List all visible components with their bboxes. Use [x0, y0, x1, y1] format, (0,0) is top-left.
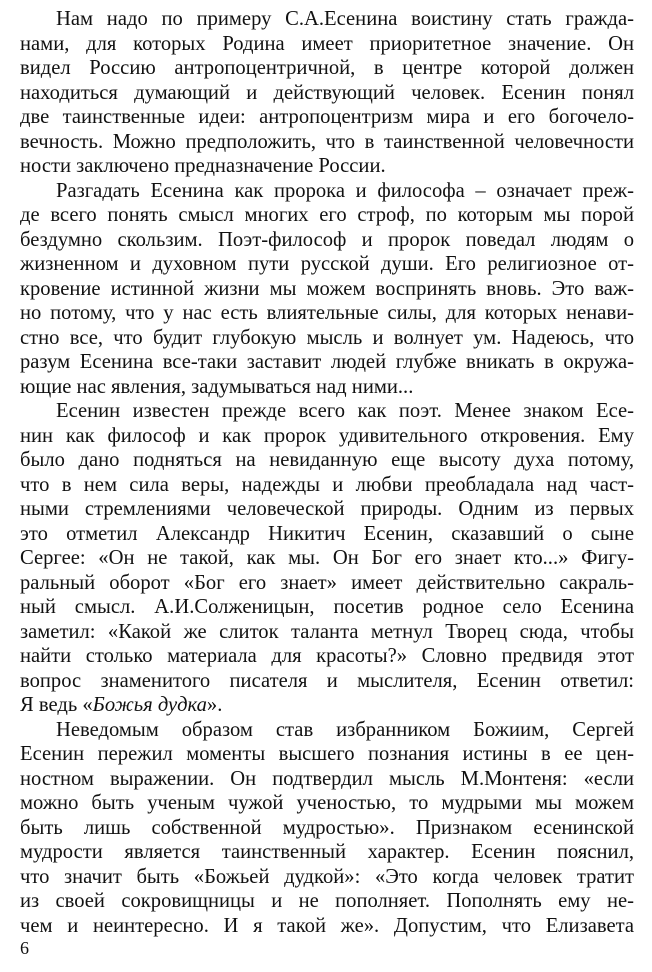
- text-line: ными стремлениями человеческой природы. Одним из первых: [20, 498, 634, 520]
- text-line: [20, 693, 634, 718]
- text-line: но потому, что у нас есть влиятельные силы, для которых ненави-: [20, 302, 634, 324]
- text-line: вечность. Можно предположить, что в таинственной человечности: [20, 130, 634, 153]
- text-line: мудрости является таинственный характер. Есенин пояснил,: [20, 841, 634, 863]
- page-number: 6: [20, 938, 29, 958]
- italic-quote: Божья дудка: [92, 694, 207, 716]
- text-line: ностном выражении. Он подтвердил мысль М.Монтеня: «если: [20, 767, 634, 790]
- text-line: две таинственные идеи: антропоцентризм мира и его богочело-: [20, 106, 634, 128]
- text-line: вопрос знаменитого писателя и мыслителя, Есенин ответил:: [20, 669, 634, 692]
- text-fragment: ».: [206, 694, 223, 716]
- text-line: заметил: «Какой же слиток таланта метнул Творец сюда, чтобы: [20, 620, 634, 643]
- text-line: это отметил Александр Никитич Есенин, сказавший о сыне: [20, 522, 634, 545]
- text-line: Есенин пережил моменты высшего познания истины в ее цен-: [20, 743, 634, 765]
- text-line: ральный оборот «Бог его знает» имеет действительно сакраль-: [20, 571, 634, 594]
- text-line: чем и неинтересно. И я такой же». Допустим, что Елизавета: [20, 914, 634, 937]
- text-line: Есенин известен прежде всего как поэт. Менее знаком Есе-: [56, 400, 634, 422]
- paragraph-4: [20, 718, 634, 939]
- paragraph-2: [20, 179, 634, 400]
- text-line: кровение истинной жизни мы можем воспринять вновь. Это важ-: [20, 277, 634, 300]
- text-line: нин как философ и как пророк удивительного откровения. Ему: [20, 424, 634, 447]
- text-line: жизненном и духовном пути русской души. Его религиозное от-: [20, 253, 634, 275]
- text-line: быть лишь собственной мудростью». Признаком есенинской: [20, 816, 634, 839]
- text-line: видел Россию антропоцентричной, в центре которой должен: [20, 57, 634, 79]
- text-line: Нам надо по примеру С.А.Есенина воистину стать гражда-: [56, 8, 634, 30]
- text-line: из своей сокровищницы и не пополняет. Пополнять ему не-: [20, 890, 634, 912]
- text-line: бездумно скользим. Поэт-философ и пророк поведал людям о: [20, 228, 634, 251]
- page-body: [20, 7, 634, 938]
- text-line: ный смысл. А.И.Солженицын, посетив родное село Есенина: [20, 596, 634, 618]
- text-line: найти столько материала для красоты?» Словно предвидя этот: [20, 645, 634, 667]
- text-line: Неведомым образом став избранником Божиим, Сергей: [56, 718, 634, 741]
- paragraph-1: [20, 7, 634, 179]
- text-line: стно все, что будит глубокую мысль и волнует ум. Надеюсь, что: [20, 326, 634, 349]
- text-line: что значит быть «Божьей дудкой»: «Это когда человек тратит: [20, 865, 634, 888]
- text-line: Разгадать Есенина как пророка и философа – означает преж-: [56, 179, 634, 202]
- paragraph-3: [20, 399, 634, 718]
- text-line: Сергее: «Он не такой, как мы. Он Бог его знает кто...» Фигу-: [20, 547, 634, 569]
- text-line: что в нем сила веры, надежды и любви преобладала над част-: [20, 473, 634, 496]
- text-line: можно быть ученым чужой ученостью, то мудрыми мы можем: [20, 792, 634, 814]
- text-line: находиться думающий и действующий человек. Есенин понял: [20, 81, 634, 104]
- text-fragment: Я ведь «: [20, 694, 93, 716]
- text-line: де всего понять смысл многих его строф, по которым мы порой: [20, 204, 634, 226]
- text-line: ности заключено предназначение России.: [20, 155, 386, 177]
- text-line: разум Есенина все-таки заставит людей глубже вникать в окружа-: [20, 351, 634, 373]
- text-line: было дано подняться на невиданную еще высоту духа потому,: [20, 449, 634, 471]
- text-line: нами, для которых Родина имеет приоритетное значение. Он: [20, 32, 634, 55]
- text-line: ющие нас явления, задумываться над ними...: [20, 375, 414, 398]
